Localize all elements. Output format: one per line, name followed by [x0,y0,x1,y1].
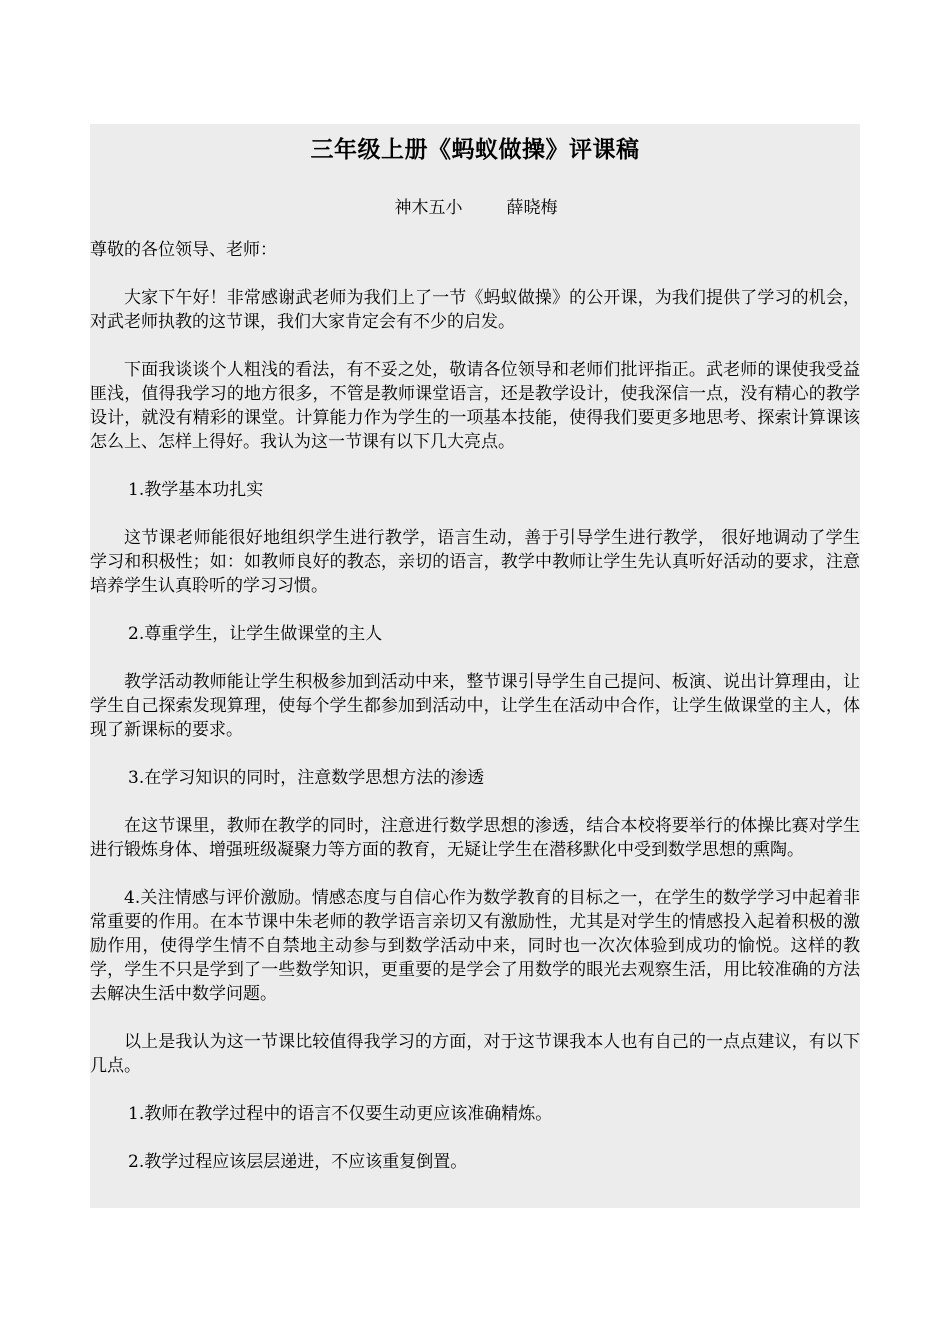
author-line [90,196,860,220]
paragraph-highlight-1: 这节课老师能很好地组织学生进行教学，语言生动，善于引导学生进行教学， 很好地调动了学生学习和积极性；如：如教师良好的教态，亲切的语言，教学中教师让学生先认真听好活动的要求，注意培养学生认真聆听的学习习惯。 [90,528,860,596]
paragraph-highlight-4: 4.关注情感与评价激励。情感态度与自信心作为数学教育的目标之一，在学生的数学学习中起着非常重要的作用。在本节课中朱老师的教学语言亲切又有激励性，尤其是对学生的情感投入起着积极的激励作用，使得学生情不自禁地主动参与到数学活动中来，同时也一次次体验到成功的愉悦。这样的教学，学生不只是学到了一些数学知识，更重要的是学会了用数学的眼光去观察生活，用比较准确的方法去解决生活中数学问题。 [90,888,860,1004]
paragraph-greeting: 大家下午好！非常感谢武老师为我们上了一节《蚂蚁做操》的公开课，为我们提供了学习的机会，对武老师执教的这节课，我们大家肯定会有不少的启发。 [90,288,860,332]
paragraph-highlight-2: 教学活动教师能让学生积极参加到活动中来，整节课引导学生自己提问、板演、说出计算理由，让学生自己探索发现算理，使每个学生都参加到活动中，让学生在活动中合作，让学生做课堂的主人，体现了新课标的要求。 [90,672,860,740]
paragraph-opinion-intro: 下面我谈谈个人粗浅的看法，有不妥之处，敬请各位领导和老师们批评指正。武老师的课使我受益匪浅，值得我学习的地方很多，不管是教师课堂语言，还是教学设计，使我深信一点，没有精心的教学设计，就没有精彩的课堂。计算能力作为学生的一项基本技能，使得我们要更多地思考、探索计算课该怎么上、怎样上得好。我认为这一节课有以下几大亮点。 [90,360,860,452]
suggestion-item-2: 2.教学过程应该层层递进，不应该重复倒置。 [128,1152,468,1172]
suggestion-item-1: 1.教师在教学过程中的语言不仅要生动更应该准确精炼。 [128,1104,553,1124]
author-school: 神木五小 [394,198,463,218]
highlight-heading-1: 1.教学基本功扎实 [128,480,264,500]
document-title: 三年级上册《蚂蚁做操》评课稿 [310,136,640,163]
highlight-heading-2: 2.尊重学生，让学生做课堂的主人 [128,624,383,644]
author-name: 薛晓梅 [506,198,558,218]
document-body [90,238,860,1174]
document-block [90,124,860,1208]
salutation: 尊敬的各位领导、老师： [90,240,277,260]
highlight-heading-3: 3.在学习知识的同时，注意数学思想方法的渗透 [128,768,485,788]
paragraph-suggestions-intro: 以上是我认为这一节课比较值得我学习的方面，对于这节课我本人也有自己的一点点建议，有以下几点。 [90,1032,860,1076]
paragraph-highlight-3: 在这节课里，教师在教学的同时，注意进行数学思想的渗透，结合本校将要举行的体操比赛对学生进行锻炼身体、增强班级凝聚力等方面的教育，无疑让学生在潜移默化中受到数学思想的熏陶。 [90,816,860,860]
